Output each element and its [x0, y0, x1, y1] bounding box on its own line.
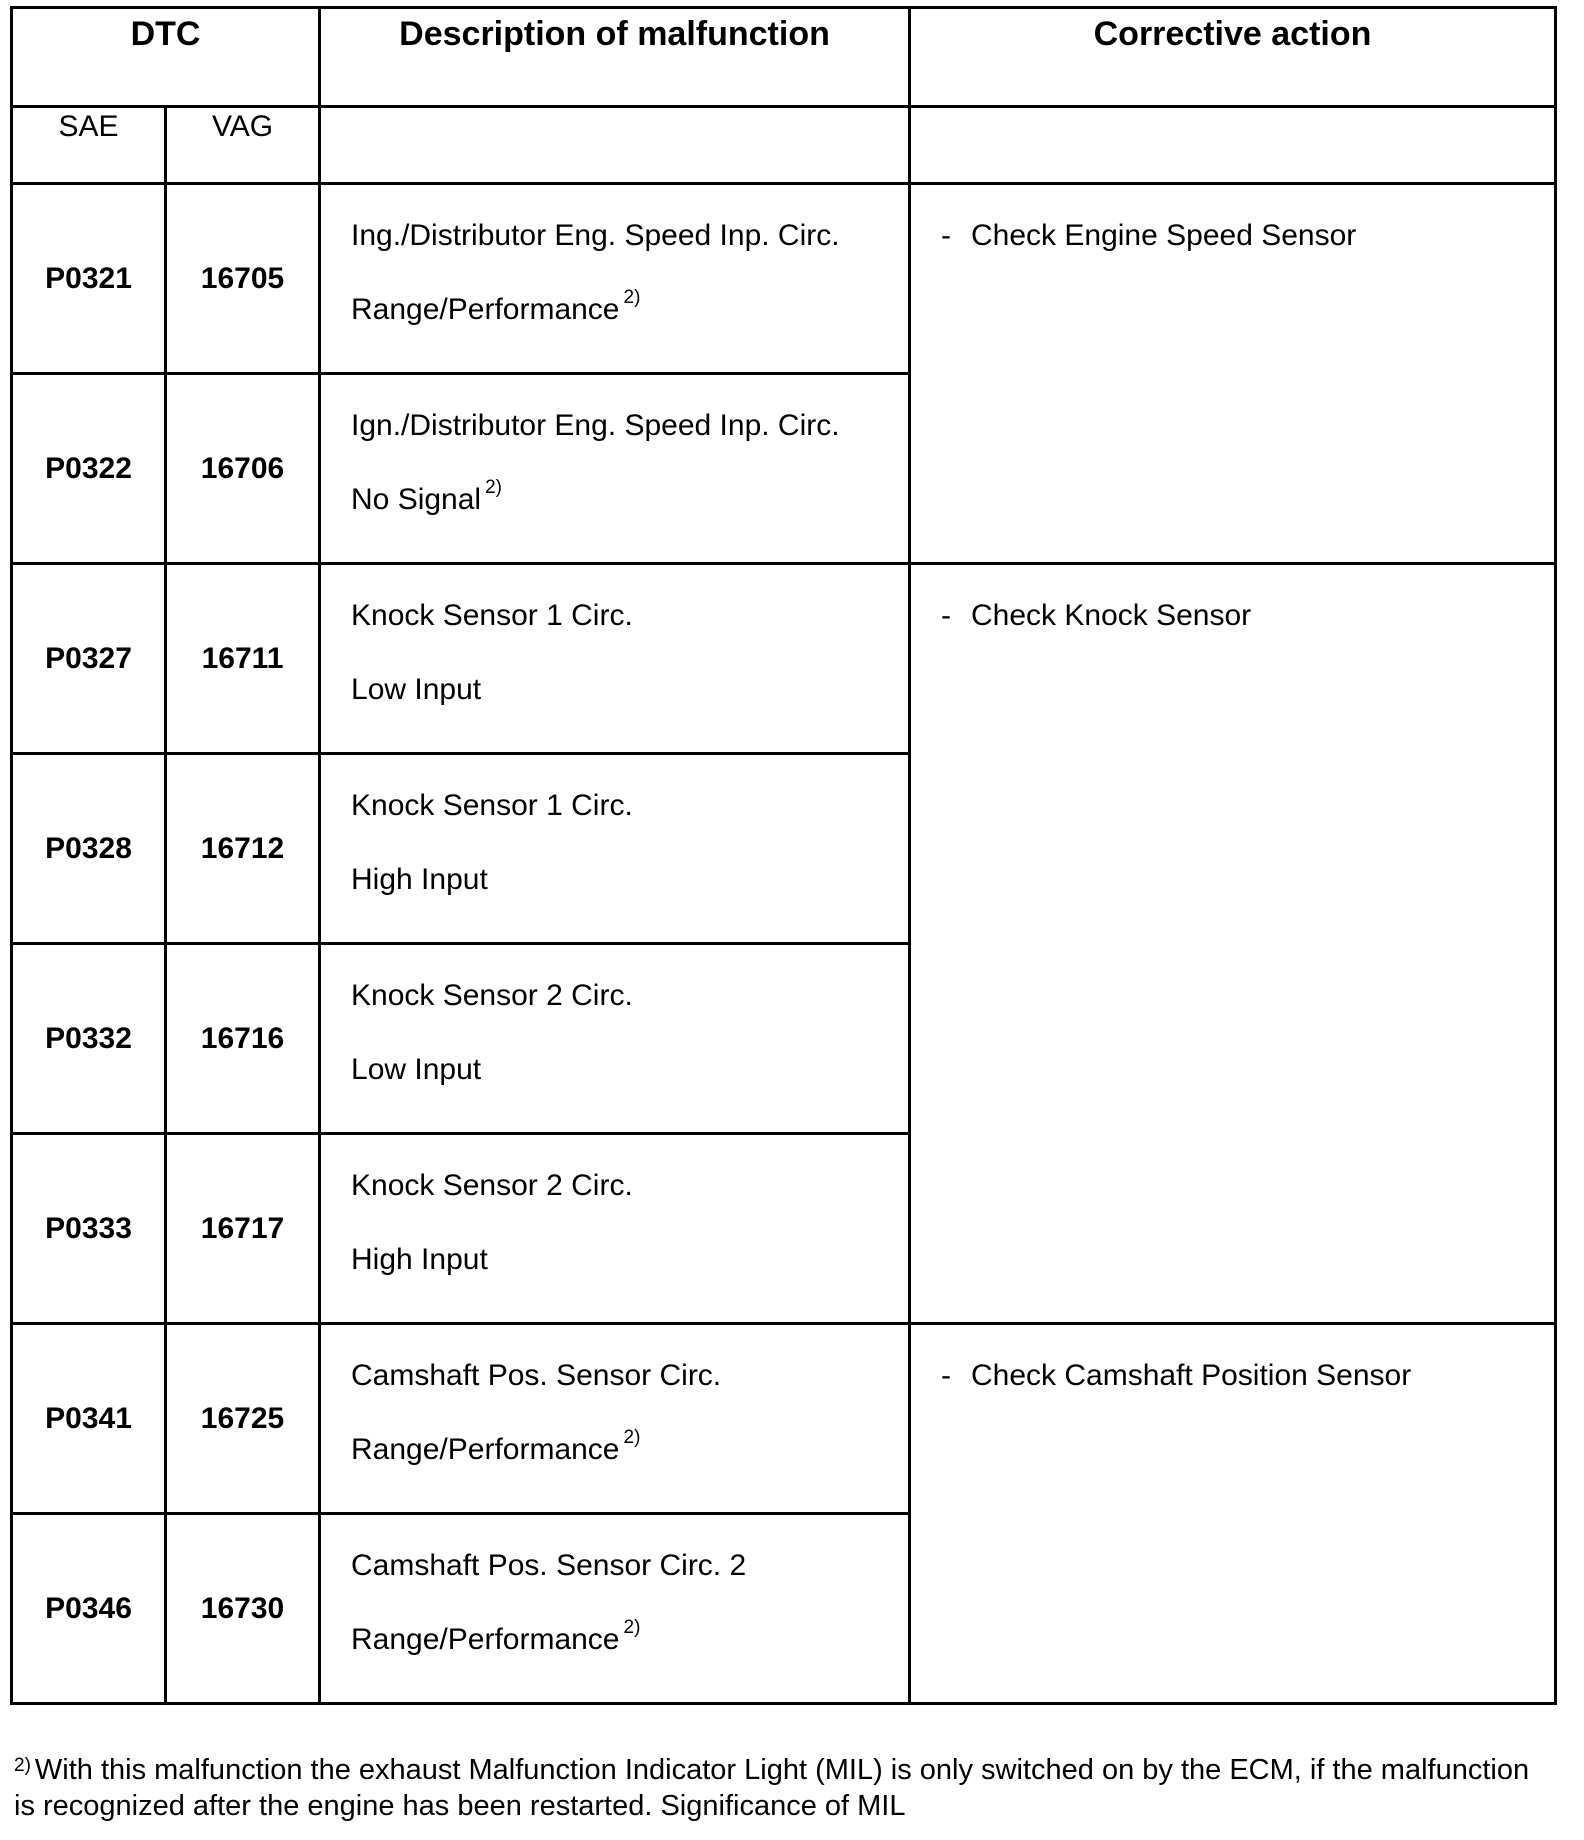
description-line-1: Knock Sensor 1 Circ. [351, 599, 633, 632]
description-text: Range/Performance [351, 293, 620, 326]
description-header: Description of malfunction [320, 8, 910, 107]
vag-code: 16706 [166, 374, 320, 564]
table-row [12, 1324, 1556, 1514]
footnote-mark: 2) [14, 1755, 31, 1776]
description-line-2 [351, 1617, 908, 1657]
description-text: Range/Performance [351, 1433, 620, 1466]
description-line-2 [351, 1053, 908, 1087]
description-line-1: Ing./Distributor Eng. Speed Inp. Circ. [351, 219, 840, 252]
footnote-text: With this malfunction the exhaust Malfunction Indicator Light (MIL) is only switched on by the ECM, if the malfunction is recognized after the engine has been restarted. Significance of MIL [14, 1754, 1530, 1822]
table-row [12, 564, 1556, 754]
malfunction-description [320, 754, 910, 944]
footnote-ref: 2) [485, 477, 502, 498]
vag-code: 16725 [166, 1324, 320, 1514]
description-line-2 [351, 863, 908, 897]
footnote-ref: 2) [623, 287, 641, 308]
empty-cell [320, 107, 910, 184]
dtc-table [10, 6, 1557, 1705]
sae-code: P0346 [12, 1514, 166, 1704]
description-line-1: Knock Sensor 2 Circ. [351, 1169, 633, 1202]
description-text: No Signal [351, 483, 482, 516]
corrective-action [910, 1324, 1556, 1704]
description-line-1: Camshaft Pos. Sensor Circ. [351, 1359, 722, 1392]
malfunction-description [320, 564, 910, 754]
description-line-1: Knock Sensor 2 Circ. [351, 979, 633, 1012]
corrective-action [910, 564, 1556, 1324]
subheader-row [12, 107, 1556, 184]
header-row [12, 8, 1556, 107]
bullet-dash: - [941, 599, 952, 632]
bullet-dash: - [941, 219, 952, 252]
action-header: Corrective action [910, 8, 1556, 107]
empty-cell [910, 107, 1556, 184]
description-line-2 [351, 477, 908, 517]
description-line-2 [351, 673, 908, 707]
description-line-1: Camshaft Pos. Sensor Circ. 2 [351, 1549, 747, 1582]
description-line-1: Ign./Distributor Eng. Speed Inp. Circ. [351, 409, 840, 442]
sae-code: P0321 [12, 184, 166, 374]
description-text: Low Input [351, 673, 482, 706]
sae-code: P0341 [12, 1324, 166, 1514]
description-text: Range/Performance [351, 1623, 620, 1656]
footnote [14, 1752, 1554, 1824]
footnote-ref: 2) [623, 1617, 641, 1638]
description-line-2 [351, 1427, 908, 1467]
description-text: High Input [351, 863, 488, 896]
malfunction-description [320, 1324, 910, 1514]
malfunction-description [320, 184, 910, 374]
vag-code: 16716 [166, 944, 320, 1134]
malfunction-description [320, 374, 910, 564]
vag-code: 16717 [166, 1134, 320, 1324]
description-line-2 [351, 287, 908, 327]
table-row [12, 184, 1556, 374]
sae-code: P0332 [12, 944, 166, 1134]
vag-code: 16712 [166, 754, 320, 944]
dtc-header: DTC [12, 8, 320, 107]
malfunction-description [320, 1514, 910, 1704]
action-text: Check Knock Sensor [971, 599, 1252, 632]
sae-code: P0322 [12, 374, 166, 564]
vag-code: 16730 [166, 1514, 320, 1704]
description-text: High Input [351, 1243, 488, 1276]
sae-code: P0328 [12, 754, 166, 944]
action-text: Check Camshaft Position Sensor [971, 1359, 1412, 1392]
sae-code: P0327 [12, 564, 166, 754]
vag-header: VAG [166, 107, 320, 184]
description-line-2 [351, 1243, 908, 1277]
description-text: Low Input [351, 1053, 482, 1086]
sae-header: SAE [12, 107, 166, 184]
footnote-ref: 2) [623, 1427, 641, 1448]
action-text: Check Engine Speed Sensor [971, 219, 1357, 252]
corrective-action [910, 184, 1556, 564]
vag-code: 16705 [166, 184, 320, 374]
sae-code: P0333 [12, 1134, 166, 1324]
malfunction-description [320, 944, 910, 1134]
malfunction-description [320, 1134, 910, 1324]
vag-code: 16711 [166, 564, 320, 754]
description-line-1: Knock Sensor 1 Circ. [351, 789, 633, 822]
bullet-dash: - [941, 1359, 952, 1392]
